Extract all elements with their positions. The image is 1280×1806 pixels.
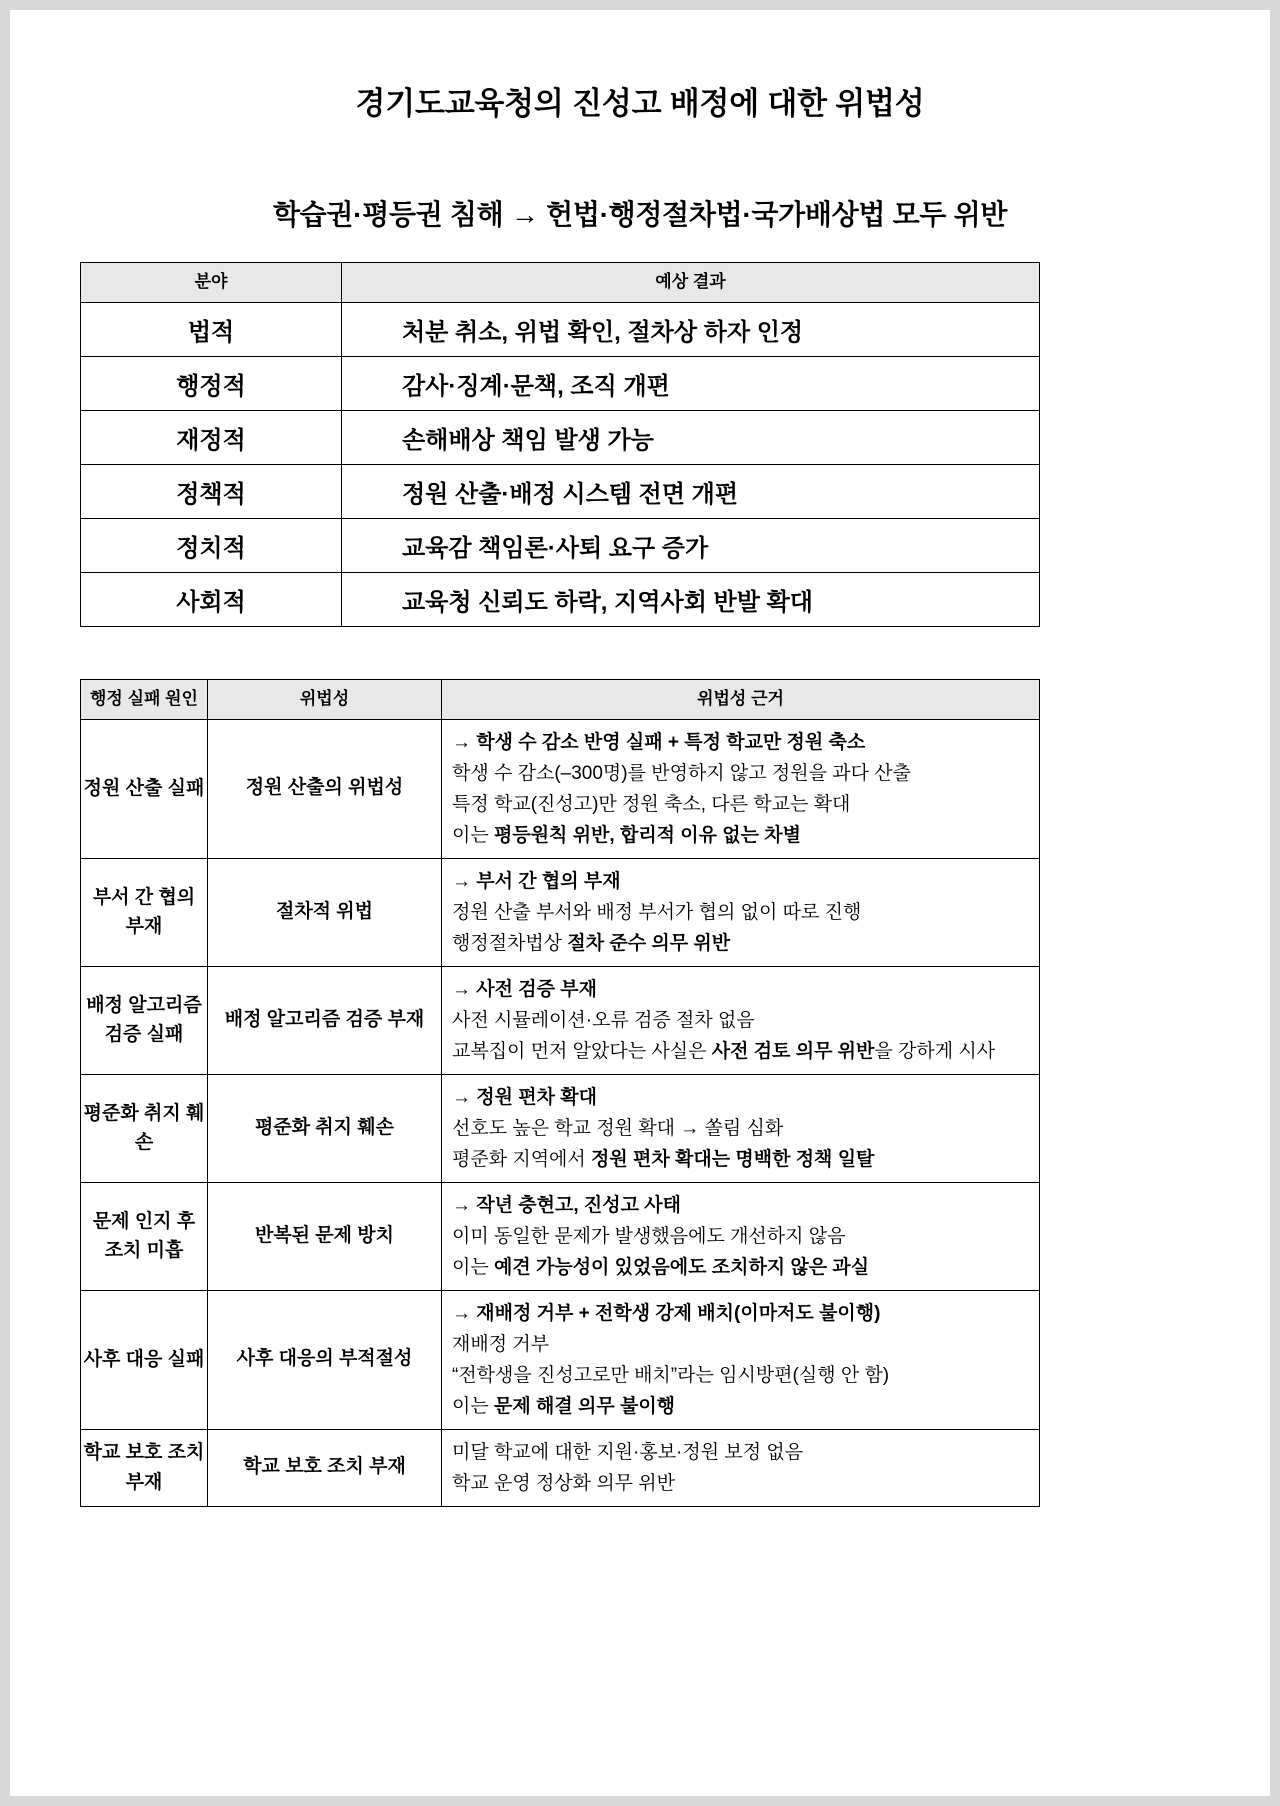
table-row (81, 1074, 1040, 1182)
outcomes-table-body (81, 302, 1040, 626)
basis-line: 정원 산출 부서와 배정 부서가 협의 없이 따로 진행 (452, 901, 862, 923)
cell-result: 감사·징계·문책, 조직 개편 (342, 356, 1040, 410)
cell-illegality-basis (442, 1429, 1040, 1506)
table-row (81, 464, 1040, 518)
basis-line: 재배정 거부 (452, 1333, 550, 1355)
cell-field: 정책적 (81, 464, 342, 518)
basis-line: → 사전 검증 부재 (452, 978, 597, 1000)
cell-illegality-basis (442, 858, 1040, 966)
basis-line: 사전 시뮬레이션·오류 검증 절차 없음 (452, 1009, 755, 1031)
cell-field: 행정적 (81, 356, 342, 410)
illegality-table-body (81, 719, 1040, 1506)
table-row (81, 356, 1040, 410)
cell-field: 재정적 (81, 410, 342, 464)
column-header-illegality: 위법성 (208, 679, 442, 719)
illegality-table-wrapper (10, 679, 1270, 1507)
cell-failure-cause: 사후 대응 실패 (81, 1290, 208, 1429)
cell-result: 정원 산출·배정 시스템 전면 개편 (342, 464, 1040, 518)
cell-result: 손해배상 책임 발생 가능 (342, 410, 1040, 464)
cell-result: 교육감 책임론·사퇴 요구 증가 (342, 518, 1040, 572)
basis-line: → 재배정 거부 + 전학생 강제 배치(이마저도 불이행) (452, 1302, 881, 1324)
table-row (81, 572, 1040, 626)
cell-result: 처분 취소, 위법 확인, 절차상 하자 인정 (342, 302, 1040, 356)
cell-illegality: 배정 알고리즘 검증 부재 (208, 966, 442, 1074)
basis-line: → 작년 충현고, 진성고 사태 (452, 1194, 681, 1216)
column-header-field: 분야 (81, 262, 342, 302)
table-row (81, 518, 1040, 572)
basis-line: 이는 평등원칙 위반, 합리적 이유 없는 차별 (452, 824, 801, 846)
cell-illegality: 정원 산출의 위법성 (208, 719, 442, 858)
cell-failure-cause: 학교 보호 조치 부재 (81, 1429, 208, 1506)
table-row (81, 966, 1040, 1074)
table-row (81, 1290, 1040, 1429)
table-row (81, 1182, 1040, 1290)
basis-emphasis: 정원 편차 확대는 명백한 정책 일탈 (591, 1148, 875, 1170)
table-row (81, 719, 1040, 858)
cell-failure-cause: 정원 산출 실패 (81, 719, 208, 858)
basis-line: 특정 학교(진성고)만 정원 축소, 다른 학교는 확대 (452, 793, 851, 815)
cell-illegality-basis (442, 1290, 1040, 1429)
basis-line: 미달 학교에 대한 지원·홍보·정원 보정 없음 (452, 1441, 804, 1463)
basis-line: 평준화 지역에서 정원 편차 확대는 명백한 정책 일탈 (452, 1148, 875, 1170)
document-subtitle: 학습권·평등권 침해 → 헌법·행정절차법·국가배상법 모두 위반 (272, 199, 1008, 231)
table-row (81, 302, 1040, 356)
basis-emphasis: 사전 검토 의무 위반 (711, 1040, 875, 1062)
table-row (81, 858, 1040, 966)
cell-field: 사회적 (81, 572, 342, 626)
cell-failure-cause: 평준화 취지 훼손 (81, 1074, 208, 1182)
cell-failure-cause: 배정 알고리즘 검증 실패 (81, 966, 208, 1074)
basis-emphasis: 평등원칙 위반, 합리적 이유 없는 차별 (494, 824, 801, 846)
cell-field: 정치적 (81, 518, 342, 572)
page-title: 경기도교육청의 진성고 배정에 대한 위법성 (355, 86, 925, 121)
cell-illegality-basis (442, 719, 1040, 858)
basis-line: → 학생 수 감소 반영 실패 + 특정 학교만 정원 축소 (452, 731, 866, 753)
cell-illegality-basis (442, 1074, 1040, 1182)
basis-line: 이는 예견 가능성이 있었음에도 조치하지 않은 과실 (452, 1256, 870, 1278)
basis-line: 행정절차법상 절차 준수 의무 위반 (452, 932, 731, 954)
cell-failure-cause: 문제 인지 후 조치 미흡 (81, 1182, 208, 1290)
basis-line: → 정원 편차 확대 (452, 1086, 597, 1108)
basis-line: 교복집이 먼저 알았다는 사실은 사전 검토 의무 위반을 강하게 시사 (452, 1040, 996, 1062)
basis-line: “전학생을 진성고로만 배치”라는 임시방편(실행 안 함) (452, 1364, 890, 1386)
cell-illegality-basis (442, 966, 1040, 1074)
cell-field: 법적 (81, 302, 342, 356)
cell-illegality: 반복된 문제 방치 (208, 1182, 442, 1290)
illegality-table-head (81, 679, 1040, 719)
table-header-row (81, 262, 1040, 302)
column-header-basis: 위법성 근거 (442, 679, 1040, 719)
basis-line: → 부서 간 협의 부재 (452, 870, 621, 892)
basis-line: 학생 수 감소(–300명)를 반영하지 않고 정원을 과다 산출 (452, 762, 911, 784)
cell-illegality: 사후 대응의 부적절성 (208, 1290, 442, 1429)
cell-illegality-basis (442, 1182, 1040, 1290)
outcomes-table (80, 262, 1040, 627)
document-page (10, 10, 1270, 1796)
outcomes-table-head (81, 262, 1040, 302)
basis-emphasis: 예견 가능성이 있었음에도 조치하지 않은 과실 (494, 1256, 870, 1278)
illegality-table (80, 679, 1040, 1507)
basis-line: 이미 동일한 문제가 발생했음에도 개선하지 않음 (452, 1225, 846, 1247)
cell-failure-cause: 부서 간 협의 부재 (81, 858, 208, 966)
cell-result: 교육청 신뢰도 하락, 지역사회 반발 확대 (342, 572, 1040, 626)
basis-line: 이는 문제 해결 의무 불이행 (452, 1395, 676, 1417)
column-header-cause: 행정 실패 원인 (81, 679, 208, 719)
outcomes-table-wrapper (10, 262, 1270, 627)
cell-illegality: 학교 보호 조치 부재 (208, 1429, 442, 1506)
table-row (81, 410, 1040, 464)
cell-illegality: 절차적 위법 (208, 858, 442, 966)
column-header-result: 예상 결과 (342, 262, 1040, 302)
table-header-row (81, 679, 1040, 719)
table-row (81, 1429, 1040, 1506)
basis-line: 선호도 높은 학교 정원 확대 → 쏠림 심화 (452, 1117, 784, 1139)
cell-illegality: 평준화 취지 훼손 (208, 1074, 442, 1182)
basis-emphasis: 절차 준수 의무 위반 (567, 932, 731, 954)
basis-emphasis: 문제 해결 의무 불이행 (494, 1395, 676, 1417)
basis-line: 학교 운영 정상화 의무 위반 (452, 1472, 676, 1494)
